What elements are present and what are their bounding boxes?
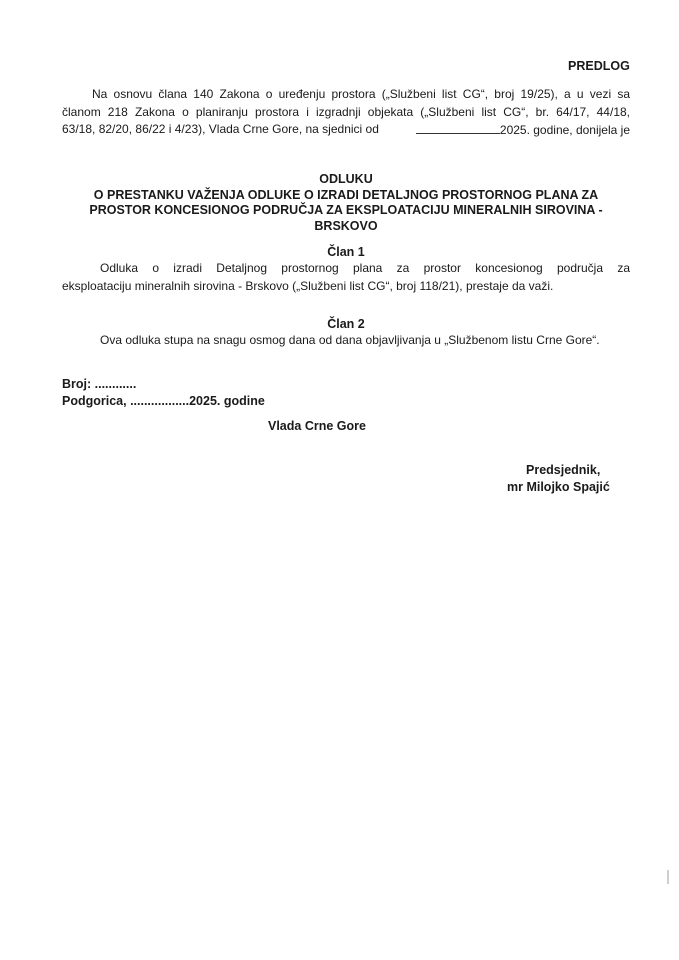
intro-line-3-end: 2025. godine, donijela je [499,123,630,137]
intro-line-1: Na osnovu člana 140 Zakona o uređenju prostora („Službeni list CG“, broj 19/25), a u vezi sa [92,87,630,101]
article-2-body [62,332,630,350]
article-2-line-1: Ova odluka stupa na snagu osmog dana od dana objavljivanja u „Službenom listu Crne Gore“. [100,333,600,347]
date-blank-line [416,121,500,134]
title-line-4: BRSKOVO [314,218,378,233]
proposal-label: PREDLOG [568,59,630,73]
government-name: Vlada Crne Gore [268,419,366,433]
article-1-heading: Član 1 [327,245,365,259]
intro-line-3 [62,121,630,140]
signer-title: Predsjednik, [526,463,601,477]
intro-paragraph [62,86,630,140]
scan-mark [667,870,669,884]
article-1-body [62,260,630,295]
decision-title [62,172,630,234]
title-line-1: ODLUKU [319,172,373,186]
article-1-line-1: Odluka o izradi Detaljnog prostornog plana za prostor koncesionog područja za [100,261,630,275]
title-line-2: O PRESTANKU VAŽENJA ODLUKE O IZRADI DETALJNOG PROSTORNOG PLANA ZA [93,187,599,202]
intro-line-3-start: 63/18, 82/20, 86/22 i 4/23), Vlada Crne Gore, na sjednici od [62,122,379,136]
article-2-heading: Član 2 [327,317,365,331]
title-line-3: PROSTOR KONCESIONOG PODRUČJA ZA EKSPLOATACIJU MINERALNIH SIROVINA - [89,203,603,217]
place-and-date: Podgorica, .................2025. godine [62,394,265,408]
signer-name: mr Milojko Spajić [507,480,610,494]
article-1-line-2: eksploataciju mineralnih sirovina - Brskovo („Službeni list CG“, broj 118/21), prestaje da važi. [62,278,554,293]
intro-line-2: članom 218 Zakona o planiranju prostora i izgradnji objekata („Službeni list CG“, br. 64/17, 44/18, [62,104,630,119]
reference-number: Broj: ............ [62,377,137,391]
